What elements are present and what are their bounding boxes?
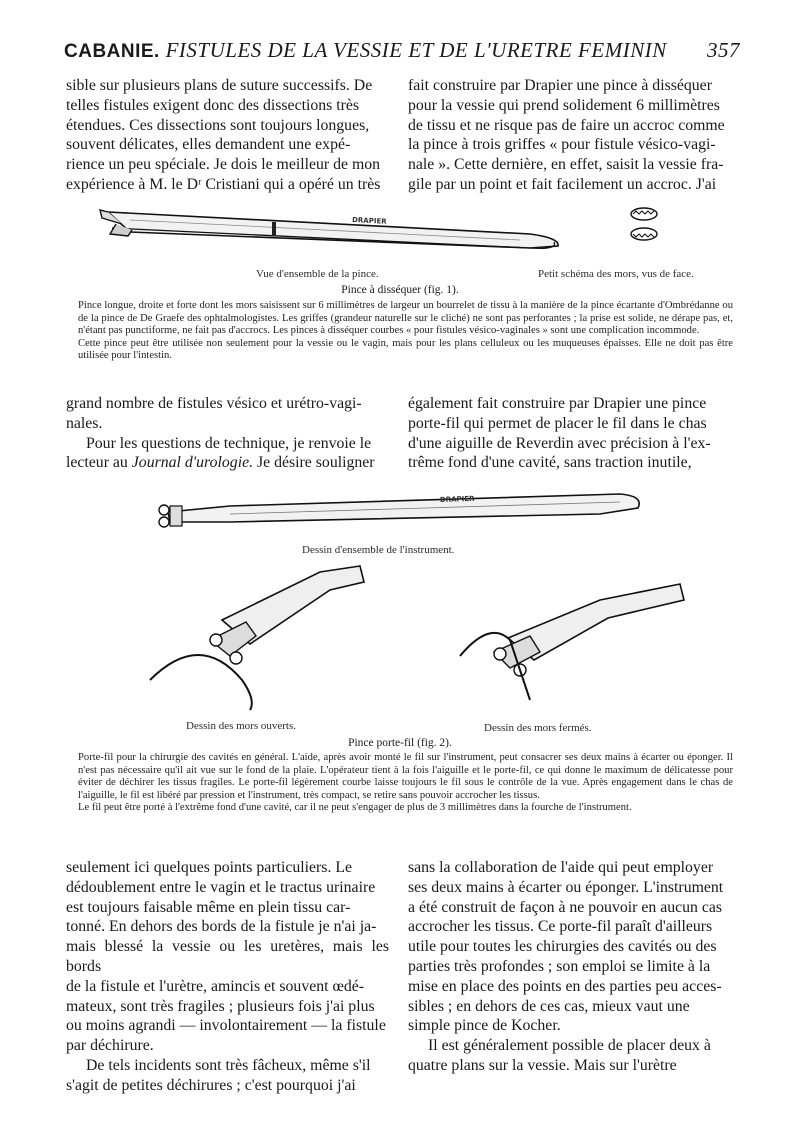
text-line: quatre plans sur la vessie. Mais sur l'urètre [408,1056,677,1074]
text-line: trême fond d'une cavité, sans traction inutile, [408,454,692,472]
caption-paragraph: Cette pince peut être utilisée non seulement pour la vessie ou le vagin, mais pour les plans celluleux ou les muqueuses épaisses. Elle ne doit pas être utilisée pour l'intestin. [78,337,733,362]
text-line: sibles ; en dehors de ces cas, mieux vaut une [408,997,690,1015]
text-line: mise en place des points en des parties peu acces- [408,977,722,995]
text-line: grand nombre de fistules vésico et urétro-vagi- [66,395,362,412]
text-line: de la fistule et l'urètre, amincis et souvent œdé- [66,977,365,995]
text-line: utile pour toutes les chirurgies des cavités ou des [408,938,717,956]
top-left-column [66,76,389,195]
middle-right-column [408,394,734,473]
running-head-author: CABANIE. [64,41,160,62]
text-line: accrocher les tissus. Ce porte-fil paraît d'ailleurs [408,918,713,936]
text-line: tonné. En dehors des bords de la fistule je n'ai ja- [66,918,377,936]
text-line [66,453,389,473]
figure-2-caption [78,752,733,815]
text-line: également fait construire par Drapier une pince [408,395,707,412]
text-line: gile par un point et fait facilement un accroc. J'ai [408,175,717,193]
text-line: fait construire par Drapier une pince à disséquer [408,77,712,94]
text-line: dédoublement entre le vagin et le tractus urinaire [66,878,376,896]
figure-1-jaw-caption: Petit schéma des mors, vus de face. [538,268,694,280]
figure-2-overview-illustration [60,486,740,542]
top-right-column [408,76,734,195]
open-jaws-drawing [150,566,364,710]
bottom-left-column [66,858,389,1096]
text-line: nales. [66,414,103,432]
text-line: étendues. Ces dissections sont toujours longues, [66,116,370,134]
text-line: De tels incidents sont très fâcheux, même s'il [86,1056,371,1074]
text-line: sans la collaboration de l'aide qui peut employer [408,859,714,876]
text-line: mateux, sont très fragiles ; plusieurs fois j'ai plus [66,997,375,1015]
text-line: s'agit de petites déchirures ; c'est pourquoi j'ai [66,1076,356,1094]
text-span: Je désire souligner [253,454,375,472]
figure-2-open-caption: Dessin des mors ouverts. [186,720,296,732]
running-head-title: FISTULES DE LA VESSIE ET DE L'URETRE FEMININ [165,38,667,62]
text-line: mais blessé la vessie ou les uretères, mais les bords [66,938,389,975]
figure-2-detail-illustrations [60,560,740,716]
bottom-right-column [408,858,734,1076]
text-line: a été construit de façon à ne pouvoir en aucun cas [408,898,723,916]
text-line: pour la vessie qui prend solidement 6 millimètres [408,96,720,114]
figure-2-overview-caption: Dessin d'ensemble de l'instrument. [302,544,455,556]
jaw-schematic-drawing [631,208,657,240]
caption-paragraph: Pince longue, droite et forte dont les mors saisissent sur 6 millimètres de largeur un bourrelet de tissu à la manière de la pince écartante d'Ombrédanne ou de la pince de De Graefe des ophtalmologistes. Les griffes (grandeur naturelle sur le cliché) ne sont pas perforantes ; la prise est solide, ne dérape pas, et, n'étant pas punctiforme, ne fait pas d'accrocs. Les pinces à disséquer courbes « pour fistules vésico-vaginales » sont une complication incommode. [78,300,733,337]
text-line: simple pince de Kocher. [408,1017,561,1035]
figure-1-overview-caption: Vue d'ensemble de la pince. [256,268,379,280]
text-line: seulement ici quelques points particuliers. Le [66,859,353,876]
figure-2-closed-caption: Dessin des mors fermés. [484,722,592,734]
running-head [64,38,740,68]
text-line: Pour les questions de technique, je renvoie le [86,434,372,452]
text-line: d'une aiguille de Reverdin avec précision à l'ex- [408,434,711,452]
text-line: rience un peu spéciale. Je dois le meilleur de mon [66,156,381,174]
text-line: ou moins agrandi — involontairement — la fistule [66,1017,386,1035]
figure-2-title: Pince porte-fil (fig. 2). [348,737,452,749]
closed-jaws-drawing [460,584,684,700]
text-line: souvent délicates, elles demandent une expé- [66,136,351,154]
text-line: par déchirure. [66,1037,154,1055]
dissecting-forceps-drawing [100,210,558,248]
text-line: ses deux mains à écarter ou éponger. L'instrument [408,878,724,896]
text-line: est toujours faisable même en plein tissu car- [66,898,351,916]
text-span: lecteur au [66,454,132,472]
caption-paragraph: Le fil peut être porté à l'extrême fond d'une cavité, car il ne peut s'engager de plus de 3 millimètres dans la fourche de l'instrument. [78,802,632,814]
text-line: Il est généralement possible de placer deux à [428,1037,711,1055]
text-line: telles fistules exigent donc des dissections très [66,96,360,114]
page-number: 357 [707,38,740,62]
text-line: parties très profondes ; son emploi se limite à la [408,957,711,975]
text-line: expérience à M. le Dʳ Cristiani qui a opéré un très [66,175,381,193]
figure-1-caption [78,300,733,363]
figure-1-title: Pince à disséquer (fig. 1). [341,284,459,296]
text-line: de tissu et ne risque pas de faire un accroc comme [408,116,725,134]
engraving-label: DRAPIER [351,216,387,226]
engraving-label: DRAPIER [439,494,475,504]
middle-left-column [66,394,389,473]
journal-title: Journal d'urologie. [131,454,254,472]
text-line: nale ». Cette dernière, en effet, saisit la vessie fra- [408,156,724,174]
text-line: sible sur plusieurs plans de suture successifs. De [66,77,373,94]
text-line: porte-fil qui permet de placer le fil dans le chas [408,414,707,432]
caption-paragraph: Porte-fil pour la chirurgie des cavités en général. L'aide, après avoir monté le fil sur l'instrument, peut consacrer ses deux mains à écarter ou éponger. Il n'est pas nécessaire qu'il ait vue sur le fond de la plaie. L'opérateur tient à la fois l'aiguille et le porte-fil, ce qui donne le maximum de délicatesse pour éviter de déchirer les tissus fragiles. Le porte-fil légèrement courbe laisse toujours le fil sous le contrôle de la vue. Après engagement dans le chas de l'aiguille, le fil est libéré par pression et l'instrument, très compact, se retire sans pouvoir accrocher les tissus. [78,752,733,801]
figure-1-illustration [60,198,740,268]
text-line: la pince à trois griffes « pour fistule vésico-vagi- [408,136,716,154]
